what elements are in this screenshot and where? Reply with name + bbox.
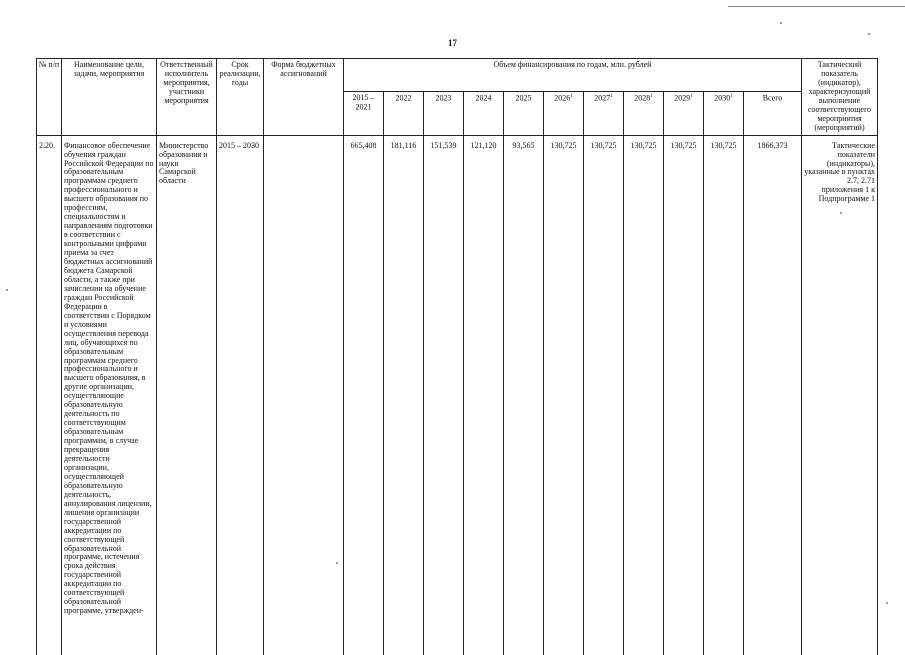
measure-name: Финансовое обеспечение обучения граждан Российской Федерации по образовательным программам среднего профессионального и высшего образования по профессиям, специальностям и направлениям подготовки в соответствии с контрольными цифрами приема за счет бюджетных ассигнований бюджета Самарской области, а также при зачислении на обучение граждан Российской Федерации в соответствии с Порядком и условиями осуществления перевода лиц, обучающихся по образовательным программам среднего профессионального и высшего образования, в другие организации, осуществляющие образовательную деятельность по соответствующим образовательным программам, в случае прекращения деятельности организации, осуществляющей образовательную деятельность, аннулирования лицензии, лишения организации государственной аккредитации по соответствующей образовательной программе, истечения срока действия государственной аккредитации по соответствующей образовательной программе, утвержден- bbox=[62, 135, 157, 655]
value-cell: 181,116 bbox=[384, 135, 424, 655]
row-number: 2.20. bbox=[37, 135, 62, 655]
value-cell: 93,565 bbox=[504, 135, 544, 655]
total-cell: 1866,373 bbox=[744, 135, 802, 655]
value-cell: 130,725 bbox=[584, 135, 624, 655]
value-cell: 121,120 bbox=[464, 135, 504, 655]
scan-edge-line bbox=[728, 6, 905, 7]
header-funding: Объем финансирования по годам, млн. рублей bbox=[344, 59, 802, 92]
value-cell: 130,725 bbox=[704, 135, 744, 655]
scan-speck bbox=[780, 22, 782, 24]
year-header: 2027$^1$ bbox=[584, 92, 624, 136]
header-form: Форма бюджетных ассигнований bbox=[264, 59, 344, 136]
year-header: 2024 bbox=[464, 92, 504, 136]
scan-speck bbox=[886, 602, 888, 604]
value-cell: 665,408 bbox=[344, 135, 384, 655]
year-header: 2015 – 2021 bbox=[344, 92, 384, 136]
header-num: № п/п bbox=[37, 59, 62, 136]
header-responsible: Ответственный исполнитель мероприятия, участники мероприятия bbox=[157, 59, 217, 136]
year-header: 2026$^1$ bbox=[544, 92, 584, 136]
year-header: 2025 bbox=[504, 92, 544, 136]
header-name: Наименование цели, задачи, мероприятия bbox=[62, 59, 157, 136]
value-cell: 130,725 bbox=[544, 135, 584, 655]
funding-table bbox=[36, 58, 878, 655]
year-header: 2023 bbox=[424, 92, 464, 136]
scan-speck bbox=[6, 289, 8, 291]
budget-form bbox=[264, 135, 344, 655]
total-header: Всего bbox=[744, 92, 802, 136]
value-cell: 130,725 bbox=[624, 135, 664, 655]
page-number: 17 bbox=[448, 38, 457, 48]
year-header: 2030$^1$ bbox=[704, 92, 744, 136]
header-term: Срок реализации, годы bbox=[217, 59, 264, 136]
implementation-term: 2015 – 2030 bbox=[217, 135, 264, 655]
header-indicator: Тактический показатель (индикатор), характеризующий выполнение соответствующего мероприятия (мероприятий) bbox=[802, 59, 878, 136]
year-header: 2022 bbox=[384, 92, 424, 136]
value-cell: 151,539 bbox=[424, 135, 464, 655]
year-header: 2029$^1$ bbox=[664, 92, 704, 136]
responsible-executor: Министерство образования и науки Самарской области bbox=[157, 135, 217, 655]
value-cell: 130,725 bbox=[664, 135, 704, 655]
scan-speck bbox=[868, 33, 870, 35]
indicator-cell: Тактические показатели (индикаторы), указанные в пунктах 2.7, 2.71 приложения 1 к Подпрограмме 1 bbox=[802, 135, 878, 655]
table-row bbox=[37, 135, 878, 655]
header-row-top bbox=[37, 59, 878, 92]
year-header: 2028$^1$ bbox=[624, 92, 664, 136]
